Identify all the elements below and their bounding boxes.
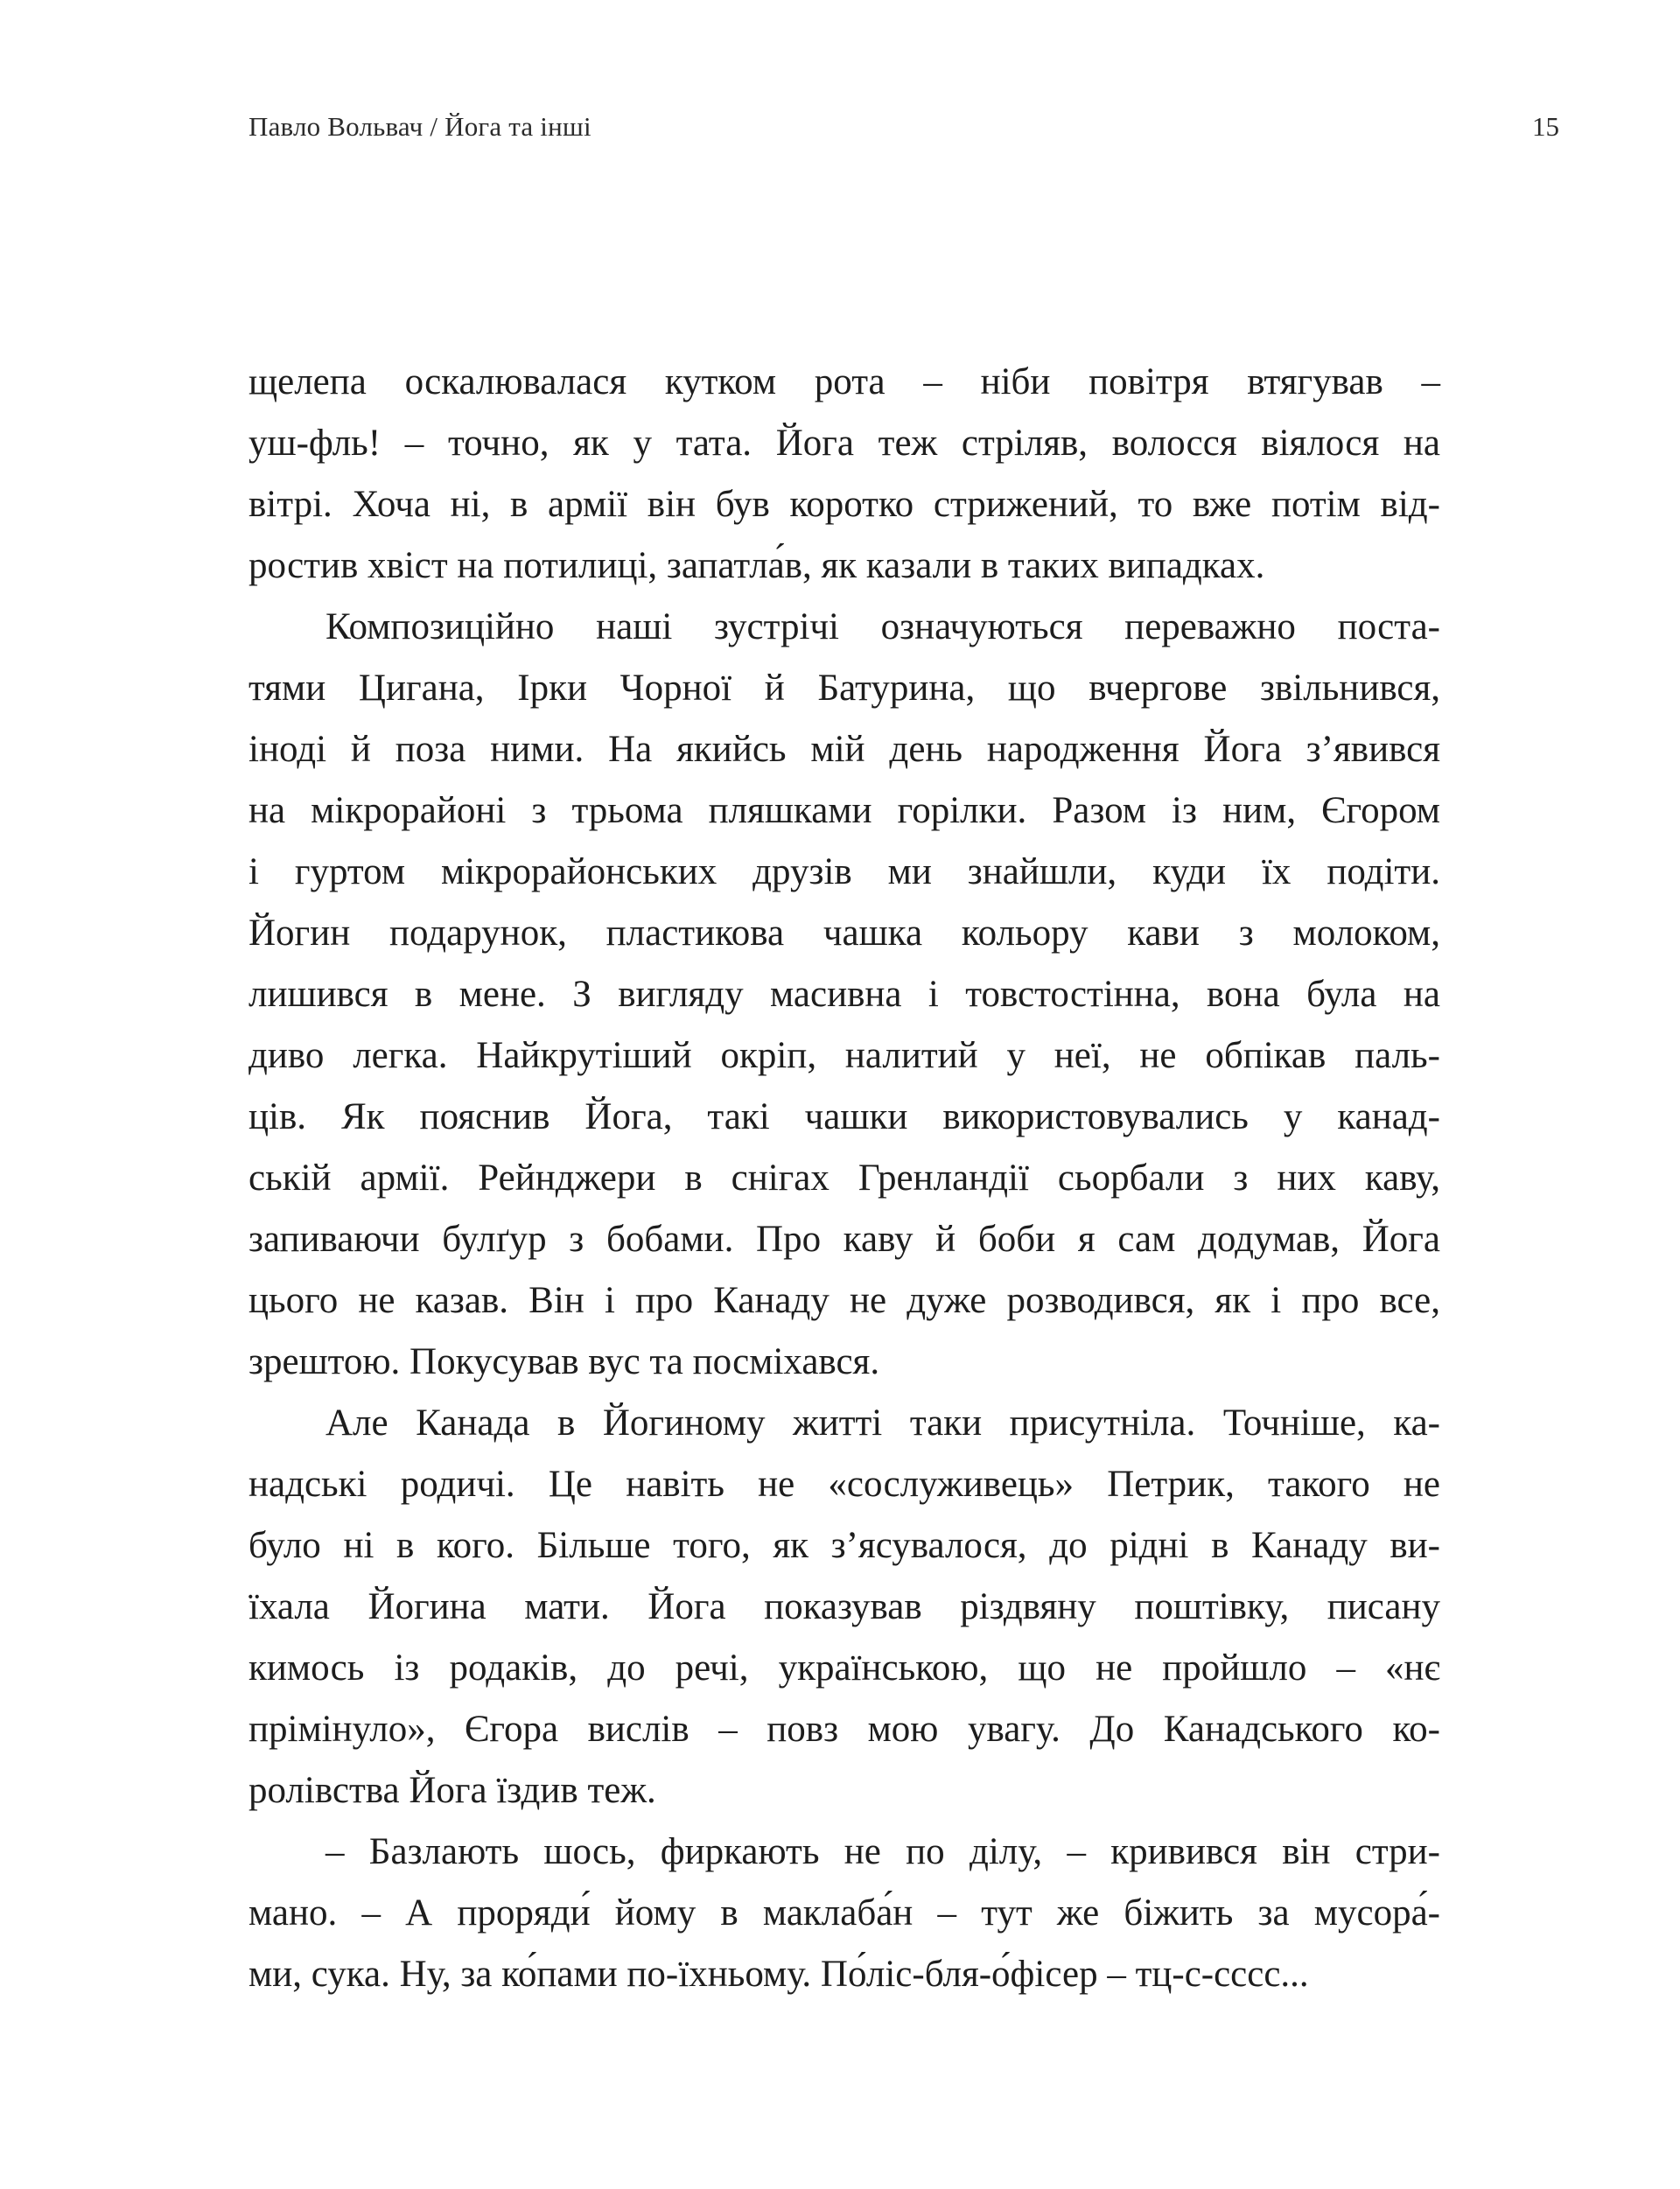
text-line: лишився в мене. З вигляду масивна і товстостінна, вона була на [248, 974, 1440, 1015]
text-line: запиваючи булґур з бобами. Про каву й боби я сам додумав, Йога [248, 1219, 1440, 1260]
text-line: ми, сука. Ну, за ко́пами по-їхньому. По́ліс-бля-о́фісер – тц-с-сссс... [248, 1954, 1309, 1995]
text-line: Йогин подарунок, пластикова чашка кольору кави з молоком, [248, 913, 1440, 954]
text-line: ців. Як пояснив Йога, такі чашки використовувались у канад- [248, 1096, 1440, 1137]
text-line: ській армії. Рейнджери в снігах Гренландії сьорбали з них каву, [248, 1157, 1440, 1199]
text-line: їхала Йогина мати. Йога показував різдвяну поштівку, писану [248, 1586, 1440, 1627]
text-line: – Базлають шось, фиркають не по ділу, – кривився він стри- [326, 1831, 1440, 1872]
text-line: вітрі. Хоча ні, в армії він був коротко стрижений, то вже потім від- [248, 484, 1440, 525]
body-text [248, 352, 1440, 2005]
text-line: цього не казав. Він і про Канаду не дуже розводився, як і про все, [248, 1280, 1440, 1321]
text-line: надські родичі. Це навіть не «сослуживець» Петрик, такого не [248, 1464, 1440, 1505]
text-line: ролівства Йога їздив теж. [248, 1770, 656, 1811]
text-line: зрештою. Покусував вус та посміхався. [248, 1341, 880, 1382]
text-line: уш-фль! – точно, як у тата. Йога теж стріляв, волосся віялося на [248, 423, 1440, 464]
text-line: мано. – А проряди́ йому в маклаба́н – тут же біжить за мусора́- [248, 1892, 1440, 1934]
text-line: диво легка. Найкрутіший окріп, налитий у неї, не обпікав паль- [248, 1035, 1440, 1076]
text-line: тями Цигана, Ірки Чорної й Батурина, що вчергове звільнився, [248, 668, 1440, 709]
text-line: було ні в кого. Більше того, як з’ясувалося, до рідні в Канаду ви- [248, 1525, 1440, 1566]
text-line: і гуртом мікрорайонських друзів ми знайшли, куди їх подіти. [248, 851, 1440, 892]
page-number: 15 [1532, 111, 1559, 142]
text-line: щелепа оскалювалася кутком рота – ніби повітря втягував – [248, 361, 1440, 402]
text-line: іноді й поза ними. На якийсь мій день народження Йога з’явився [248, 729, 1440, 770]
page-header [0, 0, 1680, 143]
text-line: ростив хвіст на потилиці, запатла́в, як казали в таких випадках. [248, 545, 1265, 586]
running-title: Павло Вольвач / Йога та інші [248, 111, 592, 142]
text-line: Композиційно наші зустрічі означуються переважно поста- [326, 606, 1440, 647]
text-line: прімінуло», Єгора вислів – повз мою увагу. До Канадського ко- [248, 1709, 1440, 1750]
text-line: кимось із родаків, до речі, українською, що не пройшло – «нє [248, 1647, 1440, 1689]
text-line: Але Канада в Йогиному житті таки присутніла. Точніше, ка- [326, 1402, 1440, 1444]
text-line: на мікрорайоні з трьома пляшками горілки. Разом із ним, Єгором [248, 790, 1440, 831]
